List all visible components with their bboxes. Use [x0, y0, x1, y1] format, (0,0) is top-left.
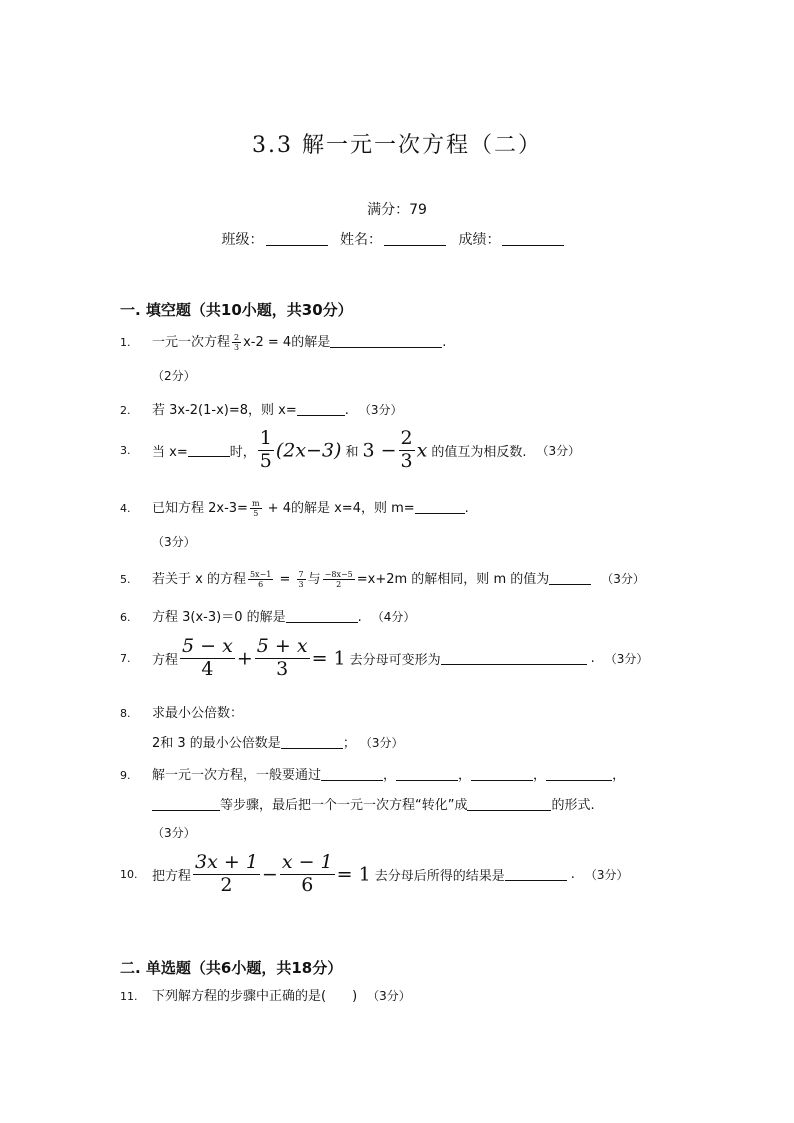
section-single-choice-heading: 二. 单选题（共6小题，共18分）	[120, 959, 343, 977]
name-blank[interactable]	[384, 233, 446, 246]
question-9-points: （3分）	[152, 826, 196, 840]
question-5: 5. 若关于 x 的方程 $\frac{5x-1}{6}$ = $\frac{7}{3}$ 与 $\frac{-8x-5}{2}$ =x+2m 的解相同，则 m 的值为 （3分）	[120, 569, 645, 589]
question-number: 2.	[120, 404, 131, 417]
question-4: 4. 已知方程 2x-3= $\frac{m}{5}$ + 4的解是 x=4，则 m= .	[120, 498, 469, 518]
fraction: $\frac{5 - x}{4}$	[182, 635, 233, 680]
question-6: 6. 方程 3(x-3)＝0 的解是 . （4分）	[120, 610, 416, 625]
question-number: 4.	[120, 502, 131, 515]
total-score: 满分：79	[367, 202, 427, 218]
answer-blank[interactable]	[321, 768, 383, 781]
answer-blank[interactable]	[396, 768, 458, 781]
question-2: 2. 若 3x-2(1-x)=8，则 x= . （3分）	[120, 403, 403, 418]
class-label: 班级：	[221, 232, 264, 248]
answer-blank[interactable]	[281, 736, 343, 749]
question-number: 8.	[120, 707, 131, 720]
question-number: 6.	[120, 611, 131, 624]
question-8: 8. 求最小公倍数：	[120, 706, 244, 721]
class-blank[interactable]	[266, 233, 328, 246]
question-1: 1. 一元一次方程 $\frac{2}{3}$ x-2 = 4的解是 .	[120, 332, 447, 352]
question-number: 1.	[120, 336, 131, 349]
grade-label: 成绩：	[458, 232, 501, 248]
page-title: 3.3 解一元一次方程（二）	[252, 133, 542, 158]
answer-blank[interactable]	[297, 403, 345, 416]
question-number: 7.	[120, 651, 131, 665]
fraction: $\frac{1}{5}$	[259, 427, 272, 472]
answer-blank[interactable]	[330, 335, 442, 348]
grade-blank[interactable]	[502, 233, 564, 246]
fraction: $\frac{m}{5}$	[251, 498, 260, 518]
section-fill-blank-heading: 一. 填空题（共10小题，共30分）	[120, 301, 353, 319]
question-7: 7. 方程 $\frac{5 - x}{4}$ + $\frac{5 + x}{3}$ = 1 去分母可变形为 . （3分）	[120, 635, 649, 680]
fraction: $\frac{x - 1}{6}$	[281, 851, 333, 896]
answer-blank[interactable]	[152, 798, 220, 811]
fraction: $\frac{2}{3}$	[234, 332, 240, 352]
answer-blank[interactable]	[286, 610, 358, 623]
student-info-line	[0, 229, 794, 249]
question-3: 3. 当 x= 时， $\frac{1}{5}$ (2x−3) 和 3 − $\frac{2}{3}$ x 的值互为相反数. （3分）	[120, 427, 581, 472]
question-number: 3.	[120, 443, 131, 457]
fraction: $\frac{2}{3}$	[400, 427, 413, 472]
fraction: $\frac{7}{3}$	[298, 569, 304, 589]
answer-blank[interactable]	[188, 444, 230, 457]
fraction: $\frac{3x + 1}{2}$	[195, 851, 258, 896]
answer-blank[interactable]	[549, 572, 591, 585]
fraction: $\frac{5 + x}{3}$	[256, 635, 308, 680]
question-9-line-2: 等步骤，最后把一个一元一次方程“转化”成 的形式.	[152, 794, 595, 813]
question-number: 10.	[120, 867, 138, 881]
question-8-line-2: 2和 3 的最小公倍数是 ； （3分）	[152, 736, 404, 751]
answer-blank[interactable]	[415, 501, 465, 514]
question-number: 11.	[120, 990, 138, 1003]
question-10: 10. 把方程 $\frac{3x + 1}{2}$ − $\frac{x - 1}{6}$ = 1 去分母后所得的结果是 . （3分）	[120, 851, 629, 896]
answer-blank[interactable]	[441, 652, 587, 665]
answer-blank[interactable]	[467, 798, 551, 811]
answer-blank[interactable]	[505, 868, 567, 881]
question-4-points: （3分）	[152, 535, 196, 549]
question-9: 9. 解一元一次方程，一般要通过 ， ， ， ，	[120, 768, 626, 783]
answer-blank[interactable]	[471, 768, 533, 781]
name-label: 姓名：	[340, 232, 382, 248]
question-1-points: （2分）	[152, 369, 196, 383]
answer-blank[interactable]	[546, 768, 612, 781]
question-11: 11. 下列解方程的步骤中正确的是( ) （3分）	[120, 989, 411, 1004]
question-number: 5.	[120, 573, 131, 586]
question-number: 9.	[120, 769, 131, 782]
fraction: $\frac{5x-1}{6}$	[249, 569, 272, 589]
fraction: $\frac{-8x-5}{2}$	[324, 569, 353, 589]
